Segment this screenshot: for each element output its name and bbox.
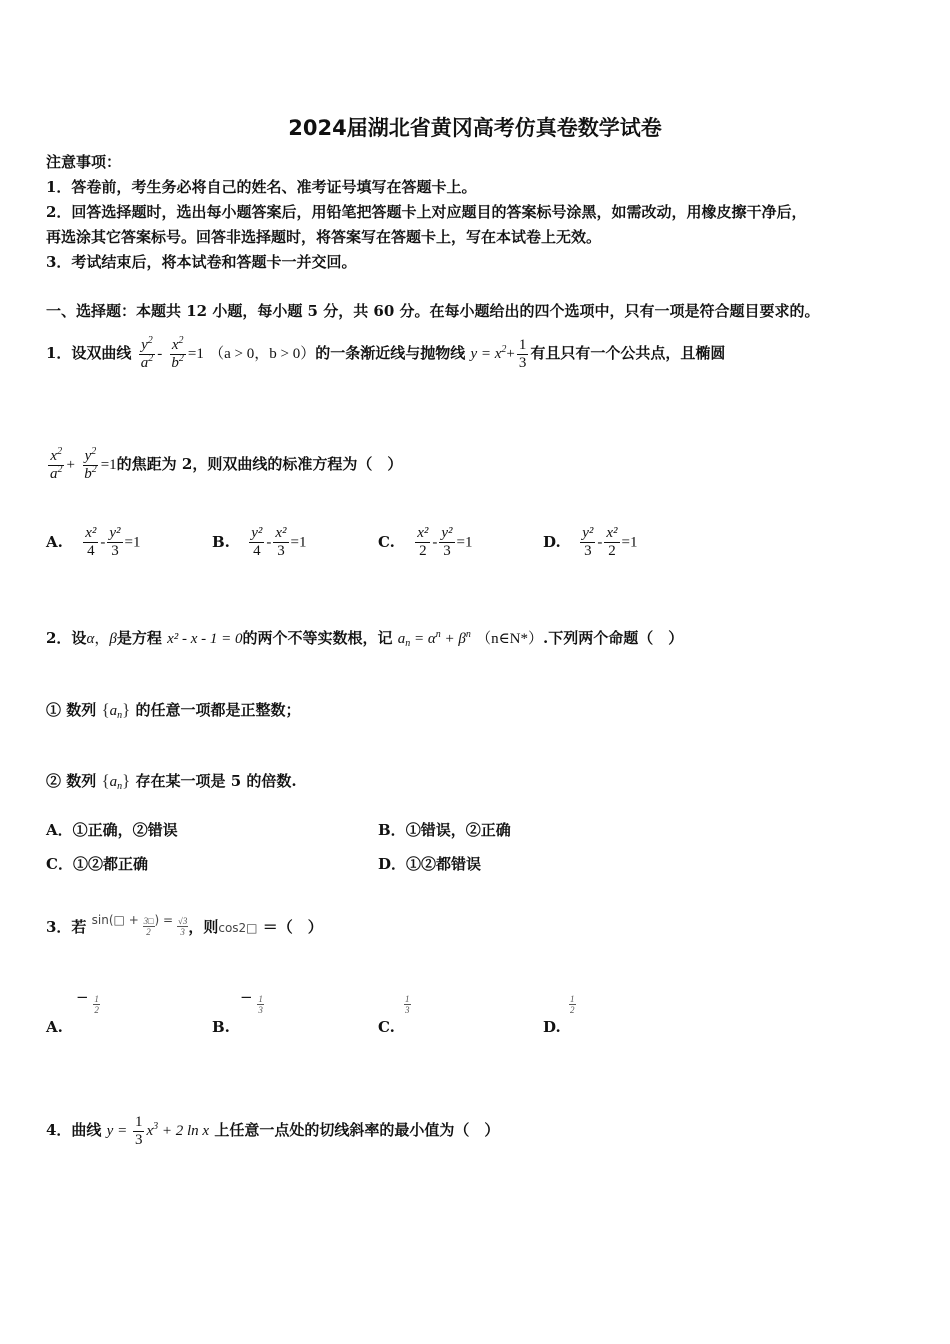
note-item-1: 1．答卷前，考生务必将自己的姓名、准考证号填写在答题卡上。 xyxy=(46,178,477,196)
q2-statement-1: ① 数列 $\{a_n\}$ 的任意一项都是正整数； xyxy=(46,700,301,721)
note-item-2b: 再选涂其它答案标号。回答非选择题时，将答案写在答题卡上，写在本试卷上无效。 xyxy=(46,228,602,246)
q1-option-c[interactable]: C. $\frac{\text{x²}}{2}$ - $\frac{\text{y²}}{3}$ =1 xyxy=(378,525,473,559)
q4-curve-expression: y = $\frac{1}{3}$ $x^3 + 2$ ln x xyxy=(106,1114,210,1149)
q3-sin-expression: sin(□ + 3□ 2 ) = √3 3 xyxy=(91,913,188,937)
q2-option-a[interactable]: A．①正确，②错误 xyxy=(46,821,178,839)
question-1: 1．设双曲线 $\frac{y^2}{a^2}$ - $\frac{x^2}{b^2}$ =1 （a > 0，b > 0）的一条渐近线与抛物线 $y = x^2+$ $\frac{1}{3}$ 有且只有一个公共点，且椭圆 xyxy=(46,334,726,371)
question-1-number: 1．设双曲线 xyxy=(46,344,132,362)
notes-heading: 注意事项： xyxy=(46,153,122,171)
question-1-line-2: $\frac{x^2}{a^2}$ + $\frac{y^2}{b^2}$ =1的焦距为 2，则双曲线的标准方程为（ ） xyxy=(50,445,403,482)
note-item-2a: 2．回答选择题时，选出每小题答案后，用铅笔把答题卡上对应题目的答案标号涂黑，如需改动，用橡皮擦干净后， xyxy=(46,203,807,221)
q3-cos-expression: cos2□ xyxy=(218,921,258,935)
q2-equation: x² - x - 1 = 0 xyxy=(167,631,243,647)
question-3: 3．若 $^{sin(□ + \frac{3□}{2} ) = \frac{√3}{3}}$ ，则cos2□ ＝（ ） xyxy=(46,913,323,937)
question-2: 2．设α，β是方程 x² - x - 1 = 0的两个不等实数根，记 $a_n = \alpha^n + \beta^n$ （n∈N*）.下列两个命题（ ） xyxy=(46,629,684,649)
q2-option-d[interactable]: D．①②都错误 xyxy=(378,855,482,873)
question-4: 4．曲线 y = $\frac{1}{3}$ $x^3 + 2$ ln x 上任意一点处的切线斜率的最小值为（ ） xyxy=(46,1114,500,1149)
ellipse-term-y: $\frac{y^2}{b^2}$ xyxy=(84,445,97,482)
section-heading: 一、选择题：本题共 12 小题，每小题 5 分，共 60 分。在每小题给出的四个选项中，只有一项是符合题目要求的。 xyxy=(46,302,820,320)
note-item-3: 3．考试结束后，将本试卷和答题卡一并交回。 xyxy=(46,253,357,271)
q1-option-b[interactable]: B. $\frac{\text{y²}}{4}$ - $\frac{\text{x²}}{3}$ =1 xyxy=(212,525,307,559)
q1-option-a[interactable]: A. $\frac{\text{x²}}{4}$ - $\frac{\text{y²}}{3}$ =1 xyxy=(46,525,141,559)
q2-option-b[interactable]: B．①错误，②正确 xyxy=(378,821,511,839)
question-1-mid: 的一条渐近线与抛物线 xyxy=(315,344,466,362)
parabola-const: $\frac{1}{3}$ xyxy=(518,336,527,371)
q1-option-d[interactable]: D. $\frac{\text{y²}}{3}$ - $\frac{\text{x²}}{2}$ =1 xyxy=(543,525,638,559)
ellipse-term-x: $\frac{x^2}{a^2}$ xyxy=(50,445,63,482)
q2-statement-2: ② 数列 $\{a_n\}$ 存在某一项是 5 的倍数. xyxy=(46,771,297,792)
page-title: 2024届湖北省黄冈高考仿真卷数学试卷 xyxy=(288,116,662,140)
hyperbola-term-x: $\frac{x^2}{b^2}$ xyxy=(171,334,184,371)
q2-option-c[interactable]: C．①②都正确 xyxy=(46,855,148,873)
exam-page: 2024届湖北省黄冈高考仿真卷数学试卷 注意事项： 1．答卷前，考生务必将自己的姓名、准考证号填写在答题卡上。 2．回答选择题时，选出每小题答案后，用铅笔把答题卡上对应题目的答案标号涂黑，如需改动，用橡皮擦干净后， 再选涂其它答案标号。回答非选择题时，将答案写在答题卡上，写在本试卷上无效。 3．考试结束后，将本试卷和答题卡一并交回。 一、选择题：本题共 12 小题，每小题 5 分，共 60 分。在每小题给出的四个选项中，只有一项是符合题目要求的。 1．设双曲线 $\frac{y^2}{a^2}$ - $\frac{x^2}{b^2}$ =1 （a > 0，b > 0）的一条渐近线与抛物线 $y = x^2+$ $\frac{1}{3}$ 有且只有一个公共点，且椭圆 $\frac{x^2}{a^2}$ + $\frac{y^2}{b^2}$ =1的焦距为 2，则双曲线的标准方程为（ ） A. $\frac{\text{x²}}{4}$ - $\frac{\text{y²}}{3}$ =1 B. $\frac{\text{y²}}{4}$ - $\frac{\text{x²}}{3}$ =1 C. $\frac{\text{x²}}{2}$ - $\frac{\text{y²}}{3}$ =1 D. $\frac{\text{y²}}{3}$ - $\frac{\text{x²}}{2}$ =1 2．设α，β是方程 x² - x - 1 = 0的两个不等实数根，记 $a_n = \alpha^n + \beta^n$ （n∈N*）.下列两个命题（ ） ① 数列 $\{a_n\}$ 的任意一项都是正整数； ② 数列 $\{a_n\}$ 存在某一项是 5 的倍数. A．①正确，②错误 B．①错误，②正确 C．①②都正确 D．①②都错误 3．若 $^{sin(□ + \frac{3□}{2} ) = \frac{√3}{3}}$ ，则cos2□ ＝（ ） − $\frac{1}{2}$ A. − $\frac{1}{3}$ B. $\frac{1}{3}$ C. $\frac{1}{2}$ D. 4．曲线 y = $\frac{1}{3}$ $x^3 + 2$ ln x 上任意一点处的切线斜率的最小值为（ ） xyxy=(0,0,950,1344)
q2-condition: （n∈N*） xyxy=(476,631,544,647)
question-1-line2-text: 的焦距为 2，则双曲线的标准方程为（ ） xyxy=(116,455,403,473)
question-1-tail: 有且只有一个公共点，且椭圆 xyxy=(530,344,726,362)
hyperbola-term-y: $\frac{y^2}{a^2}$ xyxy=(140,334,154,371)
question-1-condition: （a > 0，b > 0） xyxy=(209,346,316,362)
